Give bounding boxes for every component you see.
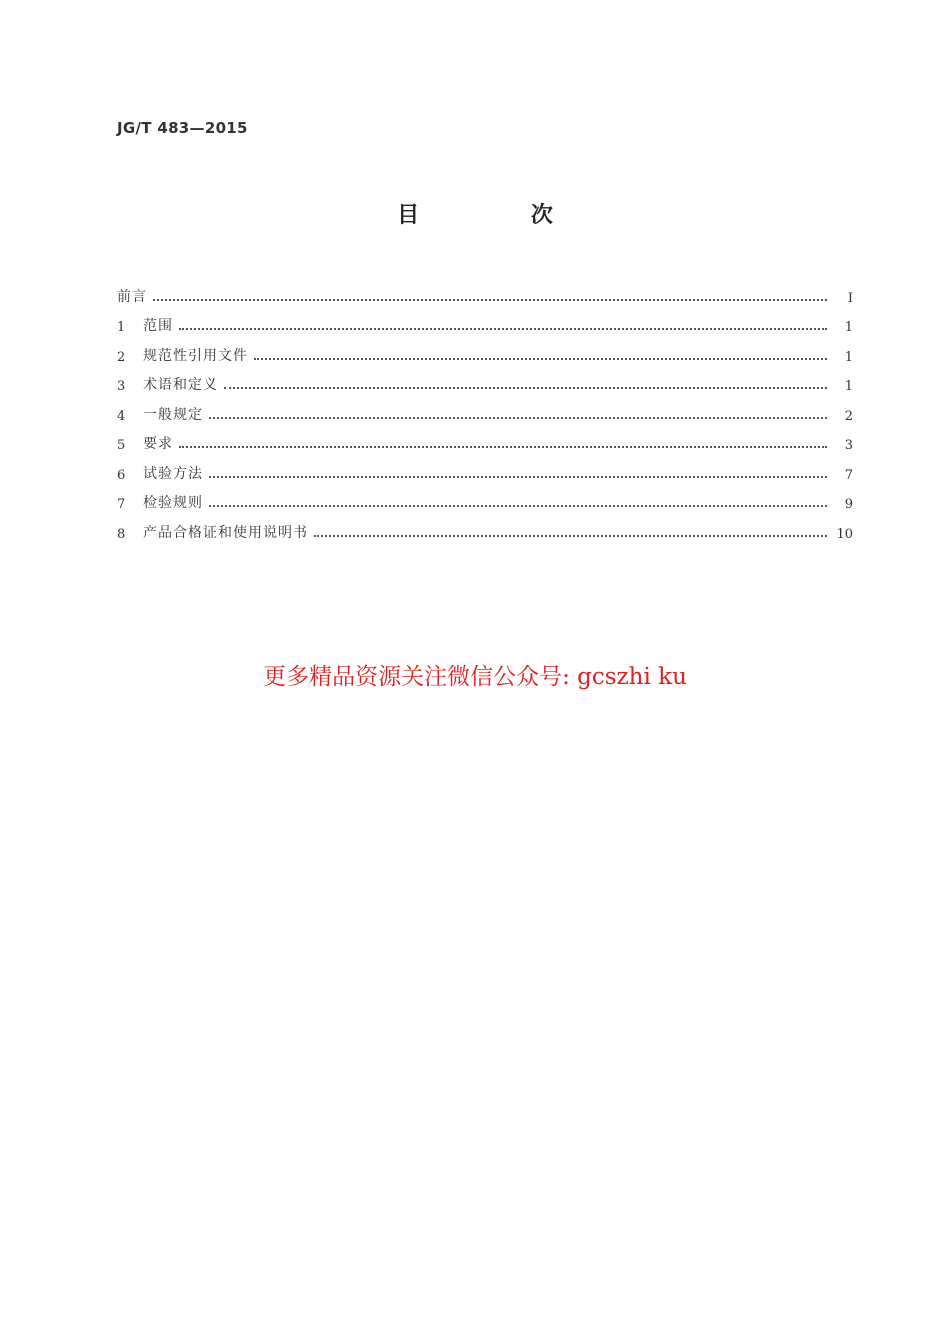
toc-entry-label: 产品合格证和使用说明书 xyxy=(143,524,308,541)
toc-entry-label: 要求 xyxy=(143,436,173,452)
toc-title: 目 次 xyxy=(397,203,605,228)
leader-dots xyxy=(224,387,827,389)
toc-entry-page: I xyxy=(847,290,853,306)
toc-entry-label: 前言 xyxy=(117,288,147,305)
table-of-contents xyxy=(117,276,853,542)
document-code: JG/T 483—2015 xyxy=(117,119,248,137)
toc-entry-6[interactable] xyxy=(117,453,853,483)
leader-dots xyxy=(209,417,827,419)
toc-entry-page: 2 xyxy=(844,408,853,424)
toc-entry-page: 3 xyxy=(844,438,853,453)
toc-entry-number: 5 xyxy=(117,438,126,453)
toc-entry-page: 1 xyxy=(844,320,853,335)
toc-entry-8[interactable] xyxy=(117,512,853,542)
toc-entry-3[interactable] xyxy=(117,365,853,395)
toc-entry-5[interactable] xyxy=(117,424,853,454)
leader-dots xyxy=(254,358,827,360)
toc-entry-number: 1 xyxy=(117,320,126,335)
toc-entry-label: 试验方法 xyxy=(143,465,203,482)
toc-entry-number: 8 xyxy=(117,526,126,542)
leader-dots xyxy=(209,476,827,478)
leader-dots xyxy=(209,505,827,507)
toc-entry-label: 范围 xyxy=(143,318,173,334)
toc-entry-number: 4 xyxy=(117,408,126,424)
watermark-text: 更多精品资源关注微信公众号: gcszhi ku xyxy=(263,664,687,690)
toc-entry-number: 3 xyxy=(117,379,126,394)
toc-entry-foreword[interactable] xyxy=(117,276,853,306)
leader-dots xyxy=(179,446,827,448)
toc-entry-label: 一般规定 xyxy=(143,406,203,423)
toc-entry-label: 规范性引用文件 xyxy=(143,347,248,364)
toc-entry-label: 术语和定义 xyxy=(143,377,218,393)
toc-entry-page: 1 xyxy=(844,379,853,394)
toc-entry-number: 2 xyxy=(117,349,126,365)
toc-entry-page: 10 xyxy=(836,526,853,542)
toc-entry-number: 6 xyxy=(117,467,126,483)
leader-dots xyxy=(153,299,827,301)
toc-entry-4[interactable] xyxy=(117,394,853,424)
toc-entry-1[interactable] xyxy=(117,306,853,336)
leader-dots xyxy=(314,535,827,537)
toc-entry-2[interactable] xyxy=(117,335,853,365)
toc-entry-number: 7 xyxy=(117,497,126,512)
leader-dots xyxy=(179,328,827,330)
toc-entry-page: 7 xyxy=(844,467,853,483)
toc-entry-7[interactable] xyxy=(117,483,853,513)
toc-entry-label: 检验规则 xyxy=(143,495,203,511)
toc-entry-page: 1 xyxy=(844,349,853,365)
toc-entry-page: 9 xyxy=(844,497,853,512)
